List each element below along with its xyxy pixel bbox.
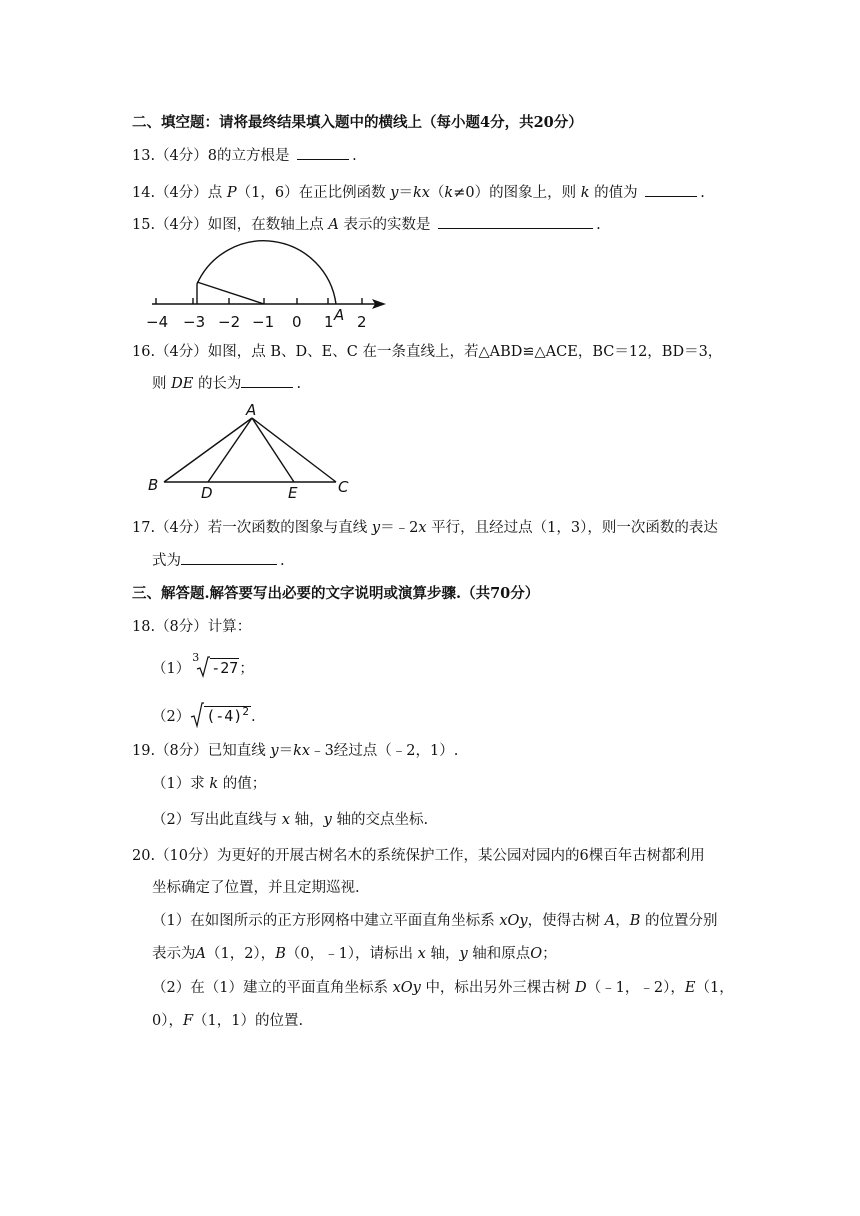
tick-label-1: 1 (324, 313, 334, 331)
q15-answer-blank[interactable] (438, 214, 593, 229)
q20-tree-e: E (684, 980, 696, 996)
q19-part-2 (152, 810, 428, 830)
q18-part-2 (152, 702, 256, 728)
question-19 (132, 741, 458, 761)
q14-score: （4分） (155, 185, 208, 201)
root-index: 3 (192, 651, 200, 664)
q19-var-k: k (209, 776, 219, 792)
q14-var-k-2: k (580, 185, 590, 201)
vertex-c-label: C (338, 478, 349, 496)
triangle-figure (140, 400, 360, 500)
q14-var-kx: kx (412, 185, 430, 201)
segment-ab (164, 418, 252, 482)
point-e-label: E (288, 484, 298, 500)
q14-point-p: P (226, 185, 237, 201)
q16-number: 16. (132, 344, 156, 360)
question-14 (132, 182, 705, 203)
q14-text-1: 点 (207, 185, 223, 201)
q15-text-1: 如图，在数轴上点 (207, 217, 324, 233)
q13-end: . (352, 148, 357, 164)
q19-text-2: ﹣3经过点（﹣2，1）. (310, 743, 459, 759)
q20-text-5b: 中，标出另外三棵古树 (425, 980, 571, 996)
q17-var-y: y (371, 520, 381, 536)
q14-text-4: 的值为 (594, 185, 638, 201)
q16-score: （4分） (155, 344, 208, 360)
q20-part-2-line-1 (152, 978, 734, 998)
q19-var-x: x (281, 812, 291, 828)
q20-tree-d: D (575, 980, 587, 996)
q19-var-kx: kx (293, 743, 311, 759)
q20-tree-a: A (604, 913, 616, 929)
tick-label-2: 2 (357, 313, 367, 331)
q18-part-2-end: . (250, 709, 256, 725)
q16-answer-blank[interactable] (241, 373, 293, 388)
segment-ac (252, 418, 336, 482)
q17-number: 17. (132, 520, 156, 536)
segment-ad (208, 418, 252, 482)
q20-part-1-line-1 (152, 911, 717, 931)
q15-point-a: A (328, 217, 339, 233)
tick-label-0: 0 (292, 313, 302, 331)
square-root-expression (190, 702, 251, 728)
vertex-a-label: A (246, 401, 257, 419)
q20-text-4a: 表示为 (152, 946, 196, 962)
q20-text-3a: （1）在如图所示的正方形网格中建立平面直角坐标系 (152, 913, 495, 929)
q20-part-2-line-2 (152, 1011, 303, 1031)
q20-text-1: 为更好的开展古树名木的系统保护工作，某公园对园内的6棵百年古树都利用 (217, 848, 705, 864)
q20-text-6b: （1，1）的位置. (193, 1013, 304, 1029)
q20-text-3b: ，使得古树 (527, 913, 601, 929)
q20-text-3c: ， (615, 913, 630, 929)
cube-root-expression (190, 651, 239, 679)
q20-text-5d: （1， (695, 980, 734, 996)
q15-score: （4分） (155, 217, 208, 233)
question-16-line-1 (132, 342, 722, 362)
q19-part-1 (152, 774, 266, 794)
q18-part-1-label: （1） (152, 661, 191, 677)
point-a-label: A (334, 306, 345, 324)
q15-end: . (596, 217, 601, 233)
q13-score: （4分） (155, 148, 208, 164)
q20-tree-b: B (629, 913, 641, 929)
question-17-line-2 (152, 550, 285, 571)
q20-text-5c: （﹣1，﹣2）， (586, 980, 685, 996)
q19-score: （8分） (155, 743, 208, 759)
q20-text-4b: （1，2）， (205, 946, 276, 962)
q19-part-2-text-2: 轴， (294, 812, 324, 828)
q20-tree-f: F (182, 1013, 194, 1029)
q18-part-1-end: ； (239, 661, 254, 677)
q20-text-3d: 的位置分别 (644, 913, 718, 929)
q20-score: （10分） (155, 848, 218, 864)
q19-var-y-2: y (323, 812, 332, 828)
q13-number: 13. (132, 148, 156, 164)
q20-origin-o: O (530, 946, 543, 962)
q16-text-1: 如图，点 B、D、E、C 在一条直线上，若△ABD≌△ACE，BC＝12，BD＝3， (207, 344, 723, 360)
question-17-line-1 (132, 518, 718, 538)
section-2-title: 二、填空题：请将最终结果填入题中的横线上（每小题4分，共20分） (132, 114, 583, 131)
q15-number: 15. (132, 217, 156, 233)
q20-text-5a: （2）在（1）建立的平面直角坐标系 (152, 980, 388, 996)
q19-text-1: 已知直线 (207, 743, 266, 759)
q14-end: . (700, 185, 705, 201)
q18-part-1 (152, 651, 254, 679)
q20-xoy: xOy (499, 913, 528, 929)
q14-number: 14. (132, 185, 156, 201)
question-13 (132, 145, 357, 166)
q18-part-2-label: （2） (152, 709, 191, 725)
tick-label-neg4: −4 (146, 313, 169, 331)
q17-answer-blank[interactable] (181, 550, 277, 565)
q20-tree-a-2: A (195, 946, 206, 962)
q16-segment-de: DE (171, 376, 194, 392)
q19-part-1-text-2: 的值； (222, 776, 267, 792)
q14-text-2: （1，6）在正比例函数 (236, 185, 386, 201)
q14-answer-blank[interactable] (645, 182, 697, 197)
question-16-line-2 (152, 373, 301, 394)
q17-score: （4分） (155, 520, 208, 536)
q20-text-4d: 轴， (430, 946, 460, 962)
q20-var-y: y (459, 946, 468, 962)
q17-var-x: x (418, 520, 427, 536)
question-18 (132, 617, 251, 637)
number-line-figure (140, 240, 400, 332)
q18-number: 18. (132, 619, 156, 635)
q19-part-2-text-3: 轴的交点坐标. (336, 812, 429, 828)
q16-text-3: 的长为 (197, 376, 242, 392)
q14-var-y: y (390, 185, 399, 201)
hypotenuse-segment (197, 282, 264, 304)
q14-paren: （ (429, 185, 445, 201)
point-d-label: D (201, 484, 213, 500)
q20-text-4e: 轴和原点 (472, 946, 531, 962)
tick-label-neg1: −1 (252, 313, 275, 331)
q19-number: 19. (132, 743, 156, 759)
q20-part-1-line-2 (152, 944, 557, 964)
question-15 (132, 214, 601, 235)
q20-number: 20. (132, 848, 156, 864)
q14-text-3: ≠0）的图象上，则 (453, 185, 577, 201)
q17-end: . (280, 553, 285, 569)
radicand-exponent: 2 (242, 705, 249, 718)
q20-xoy-2: xOy (392, 980, 421, 996)
semicircle-arc (197, 241, 336, 304)
q16-end: . (296, 376, 302, 392)
q13-text: 8的立方根是 (207, 148, 290, 164)
q19-part-1-text: （1）求 (152, 776, 205, 792)
q19-eq: ＝ (278, 743, 294, 759)
q17-text-1: 若一次函数的图象与直线 (207, 520, 368, 536)
q17-text-3: 平行，且经过点（1，3），则一次函数的表达 (431, 520, 718, 536)
tick-label-neg2: −2 (218, 313, 241, 331)
q20-text-6a: 0）， (152, 1013, 183, 1029)
radical-sign-icon (190, 702, 204, 728)
q14-eq: ＝ (398, 185, 413, 201)
q18-text: 计算： (207, 619, 252, 635)
cube-root-radicand: -27 (211, 659, 239, 677)
q13-answer-blank[interactable] (297, 145, 349, 160)
q20-tree-b-2: B (275, 946, 286, 962)
q20-text-4f: ； (542, 946, 557, 962)
q20-var-x: x (417, 946, 426, 962)
q19-part-2-text: （2）写出此直线与 (152, 812, 278, 828)
q17-text-2: ＝﹣2 (380, 520, 419, 536)
q18-score: （8分） (155, 619, 208, 635)
tick-label-neg3: −3 (183, 313, 206, 331)
square-root-radicand (204, 706, 251, 725)
q16-text-2: 则 (152, 376, 167, 392)
q20-text-4c: （0，﹣1），请标出 (285, 946, 414, 962)
vertex-b-label: B (148, 476, 159, 494)
segment-ae (252, 418, 294, 482)
question-20-line-2: 坐标确定了位置，并且定期巡视. (152, 880, 360, 896)
q14-var-k: k (444, 185, 454, 201)
question-20-line-1 (132, 846, 705, 866)
q17-text-4: 式为 (152, 553, 181, 569)
radicand-base: (-4) (206, 707, 243, 725)
section-3-title: 三、解答题.解答要写出必要的文字说明或演算步骤.（共70分） (132, 585, 540, 602)
q19-var-y: y (270, 743, 279, 759)
q15-text-2: 表示的实数是 (343, 217, 431, 233)
